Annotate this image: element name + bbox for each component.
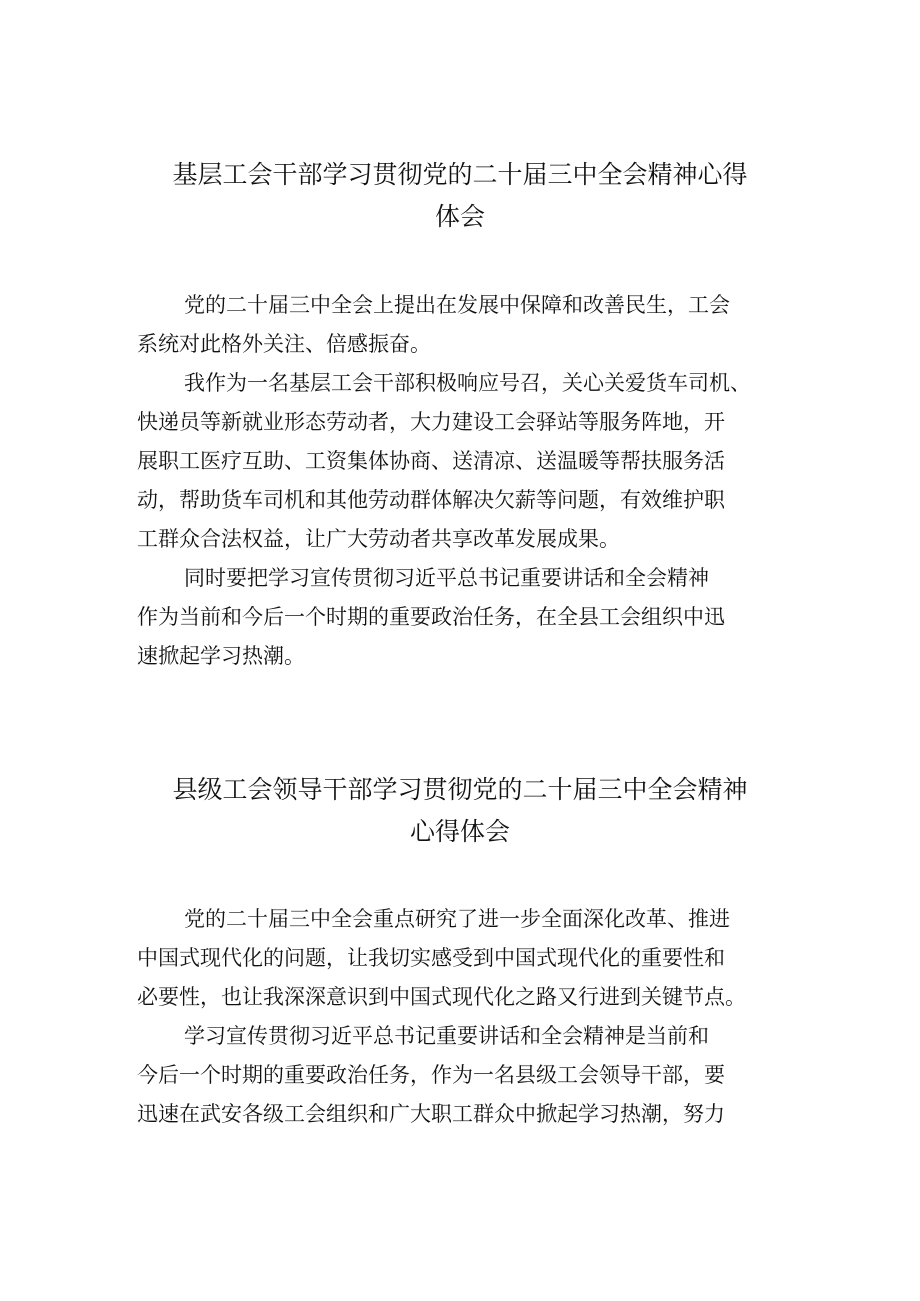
paragraph-line: 快递员等新就业形态劳动者，大力建设工会驿站等服务阵地，开 [137,410,725,434]
paragraph-line: 迅速在武安各级工会组织和广大职工群众中掀起学习热潮，努力 [137,1102,725,1126]
paragraph-line: 展职工医疗互助、工资集体协商、送清凉、送温暖等帮扶服务活 [137,449,725,473]
section1-paragraph-1 [137,286,797,364]
paragraph-line: 必要性，也让我深深意识到中国式现代化之路又行进到关键节点。 [137,985,746,1009]
section2-title-line: 心得体会 [409,817,510,846]
paragraph-line: 系统对此格外关注、倍感振奋。 [137,332,431,356]
section2-title [120,769,800,853]
section1-paragraph-2 [137,364,797,559]
paragraph-line: 党的二十届三中全会重点研究了进一步全面深化改革、推进 [184,907,730,931]
section1-title [120,154,800,238]
section1-title-line: 体会 [434,202,485,231]
section2-title-line: 县级工会领导干部学习贯彻党的二十届三中全会精神 [172,775,748,804]
section2-paragraph-1 [137,900,797,1017]
section2-paragraph-2 [137,1017,797,1134]
paragraph-line: 作为当前和今后一个时期的重要政治任务，在全县工会组织中迅 [137,605,725,629]
paragraph-line: 中国式现代化的问题，让我切实感受到中国式现代化的重要性和 [137,946,725,970]
paragraph-line: 党的二十届三中全会上提出在发展中保障和改善民生，工会 [184,293,730,317]
paragraph-line: 工群众合法权益，让广大劳动者共享改革发展成果。 [137,527,620,551]
paragraph-line: 我作为一名基层工会干部积极响应号召，关心关爱货车司机、 [184,371,751,395]
paragraph-line: 学习宣传贯彻习近平总书记重要讲话和全会精神是当前和 [184,1024,709,1048]
paragraph-line: 速掀起学习热潮。 [137,644,305,668]
paragraph-line: 动，帮助货车司机和其他劳动群体解决欠薪等问题，有效维护职 [137,488,725,512]
section1-title-line: 基层工会干部学习贯彻党的二十届三中全会精神心得 [172,160,748,189]
section1-paragraph-3 [137,559,797,676]
paragraph-line: 同时要把学习宣传贯彻习近平总书记重要讲话和全会精神 [184,566,709,590]
paragraph-line: 今后一个时期的重要政治任务，作为一名县级工会领导干部，要 [137,1063,725,1087]
